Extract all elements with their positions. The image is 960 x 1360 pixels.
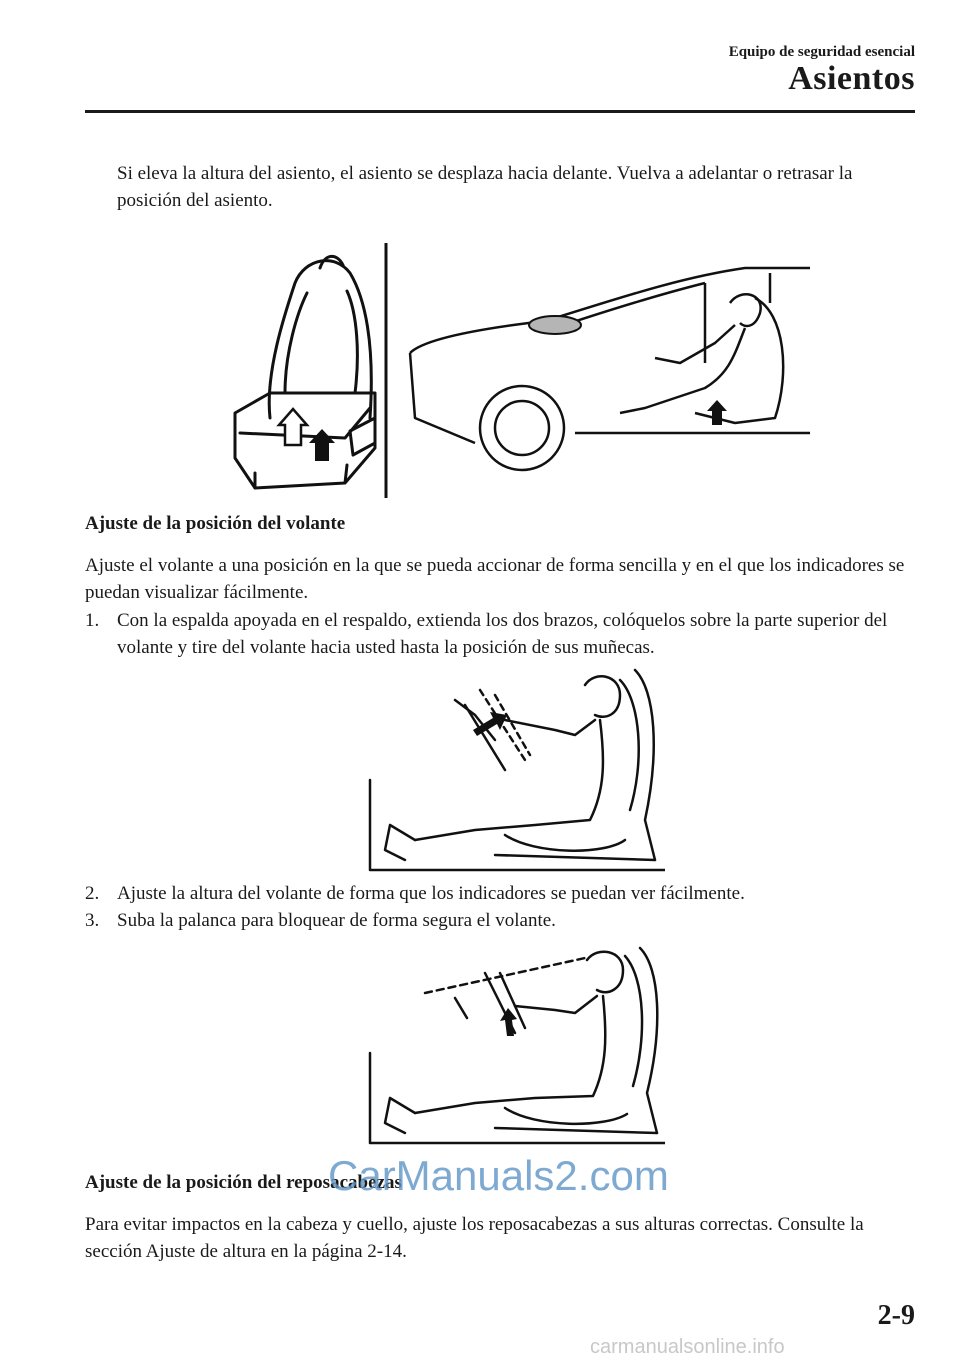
step-text: Suba la palanca para bloquear de forma segura el volante.: [117, 910, 556, 931]
steering-step-1: [85, 607, 920, 661]
header-section-label: Equipo de seguridad esencial: [728, 44, 915, 60]
up-arrow-icon: [279, 409, 307, 445]
header-rule: [85, 110, 915, 113]
step-number: 3.: [85, 910, 100, 931]
step-text: Ajuste la altura del volante de forma que los indicadores se puedan ver fácilmente.: [117, 883, 745, 904]
page-number: 2-9: [877, 1300, 915, 1331]
step-text: Con la espalda apoyada en el respaldo, extienda los dos brazos, colóquelos sobre la parte superior del volante y tire del volante hacia usted hasta la posición de sus muñecas.: [117, 610, 888, 658]
watermark-logo: CarManuals2.com: [328, 1152, 669, 1199]
site-watermark: carmanualsonline.info: [590, 1336, 785, 1358]
steering-intro: Ajuste el volante a una posición en la que se pueda accionar de forma sencilla y en el que los indicadores se puedan visualizar fácilmente.: [85, 555, 905, 603]
steering-reach-illustration: [355, 660, 665, 875]
step-number: 2.: [85, 883, 100, 904]
headrest-paragraph: Para evitar impactos en la cabeza y cuello, ajuste los reposacabezas a sus alturas correctas. Consulte la sección Ajuste de altura en la página 2-14.: [85, 1214, 864, 1262]
seat-height-illustration: [225, 243, 825, 498]
intro-paragraph: Si eleva la altura del asiento, el asiento se desplaza hacia delante. Vuelva a adelantar o retrasar la posición del asiento.: [117, 163, 853, 211]
steering-heading: Ajuste de la posición del volante: [85, 513, 346, 534]
step-number: 1.: [85, 610, 100, 631]
steering-lock-illustration: [355, 938, 665, 1148]
steering-step-3: [85, 907, 920, 934]
lever-arrow-icon: [309, 429, 335, 461]
headrest-heading: Ajuste de la posición del reposacabezas: [85, 1172, 402, 1193]
page-title: Asientos: [788, 60, 915, 97]
steering-step-2: [85, 880, 920, 907]
